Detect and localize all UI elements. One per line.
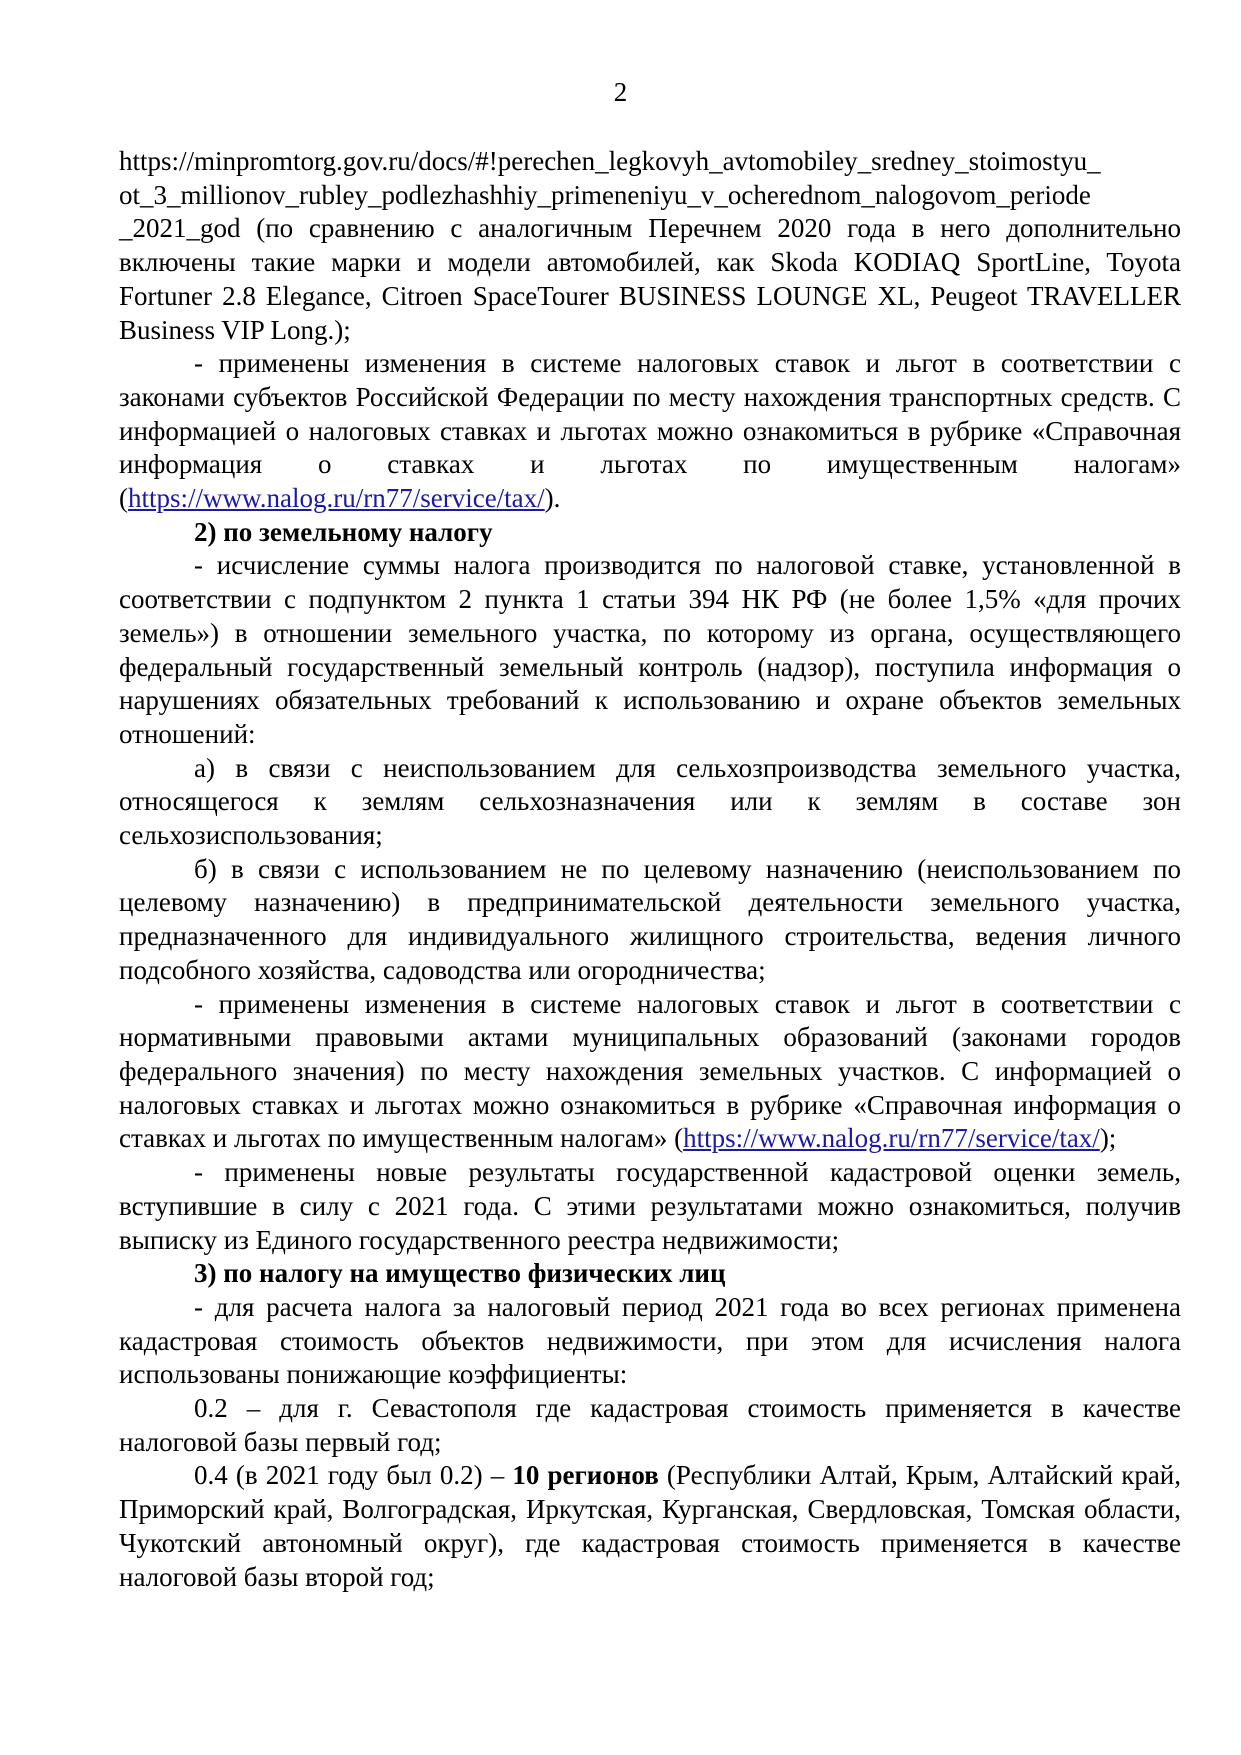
nalog-tax-link[interactable]: https://www.nalog.ru/rn77/service/tax/ xyxy=(128,483,545,514)
paren-open: ( xyxy=(674,1123,684,1154)
url-fragment-line-2: ot_3_millionov_rubley_podlezhashhiy_primeneniyu_v_ocherednom_nalogovom_periode xyxy=(119,179,1091,210)
paragraph-coefficient-0-4 xyxy=(119,1459,1181,1594)
page-number: 2 xyxy=(613,77,628,107)
paragraph-text: - применены изменения в системе налоговых ставок и льгот в соответствии с законами субъектов Российской Федерации по месту нахождения транспортных средств. С информацией о налоговых ставках и льготах можно ознакомиться в рубрике «Справочная информация о ставках и льготах по имущественным налогам» xyxy=(119,348,1181,480)
paragraph-item-b: б) в связи с использованием не по целевому назначению (неиспользованием по целевому назначению) в предпринимательской деятельности земельного участка, предназначенного для индивидуального жилищного строительства, ведения личного подсобного хозяйства, садоводства или огородничества; xyxy=(119,853,1181,985)
coefficient-prefix: 0.4 (в 2021 году был 0.2) – xyxy=(194,1460,513,1491)
paragraph-cadastral-results: - применены новые результаты государственной кадастровой оценки земель, вступившие в силу с 2021 года. С этими результатами можно ознакомиться, получив выписку из Единого государственного реестра недвижимости; xyxy=(119,1157,1181,1255)
paren-close: ). xyxy=(544,483,561,514)
paren-open: ( xyxy=(119,483,128,514)
nalog-tax-link[interactable]: https://www.nalog.ru/rn77/service/tax/ xyxy=(683,1123,1100,1154)
paragraph-item-a: а) в связи с неиспользованием для сельхозпроизводства земельного участка, относящегося к землям сельхозназначения или к землям в составе зон сельхозиспользования; xyxy=(119,752,1181,851)
paragraph-transport-tax-rates xyxy=(119,347,1181,516)
paragraph-text: - применены изменения в системе налоговых ставок и льгот в соответствии с нормативными правовыми актами муниципальных образований (законами городов федерального значения) по месту нахождения земельных участков. С информацией о налоговых ставках и льготах можно ознакомиться в рубрике «Справочная информация о ставках и льготах по имущественным налогам» xyxy=(119,988,1181,1154)
document-body xyxy=(119,145,1181,1594)
paragraph-land-tax-rates xyxy=(119,988,1181,1157)
paragraph-land-tax-calculation: - исчисление суммы налога производится по налоговой ставке, установленной в соответствии с подпунктом 2 пункта 1 статьи 394 НК РФ (не более 1,5% «для прочих земель») в отношении земельного участка, по которому из органа, осуществляющего федеральный государственный земельный контроль (надзор), поступила информация о нарушениях обязательных требований к использованию и охране объектов земельных отношений: xyxy=(119,550,1181,749)
regions-list: (Республики Алтай, Крым, Алтайский край, Приморский край, Волгоградская, Иркутская, Курганская, Свердловская, Томская области, Чукотский автономный округ), где кадастровая стоимость применяется в качестве налоговой базы второй год; xyxy=(119,1460,1181,1592)
paragraph-car-list-text: _2021_god (по сравнению с аналогичным Перечнем 2020 года в него дополнительно включены такие марки и модели автомобилей, как Skoda KODIAQ SportLine, Toyota Fortuner 2.8 Elegance, Citroen SpaceTourer BUSINESS LOUNGE XL, Peugeot TRAVELLER Business VIP Long.); xyxy=(119,213,1181,345)
url-fragment-line-1: https://minpromtorg.gov.ru/docs/#!perechen_legkovyh_avtomobiley_sredney_stoimostyu_ xyxy=(119,146,1101,176)
paragraph-property-tax-calculation: - для расчета налога за налоговый период 2021 года во всех регионах применена кадастровая стоимость объектов недвижимости, при этом для исчисления налога использованы понижающие коэффициенты: xyxy=(119,1291,1181,1390)
regions-count: 10 регионов xyxy=(512,1460,659,1491)
paren-close: ); xyxy=(1099,1123,1117,1154)
paragraph-coefficient-0-2: 0.2 – для г. Севастополя где кадастровая стоимость применяется в качестве налоговой базы первый год; xyxy=(119,1393,1181,1457)
heading-land-tax: 2) по земельному налогу xyxy=(194,516,493,547)
heading-property-tax: 3) по налогу на имущество физических лиц xyxy=(194,1258,726,1289)
paragraph-car-list-url xyxy=(119,145,1181,347)
